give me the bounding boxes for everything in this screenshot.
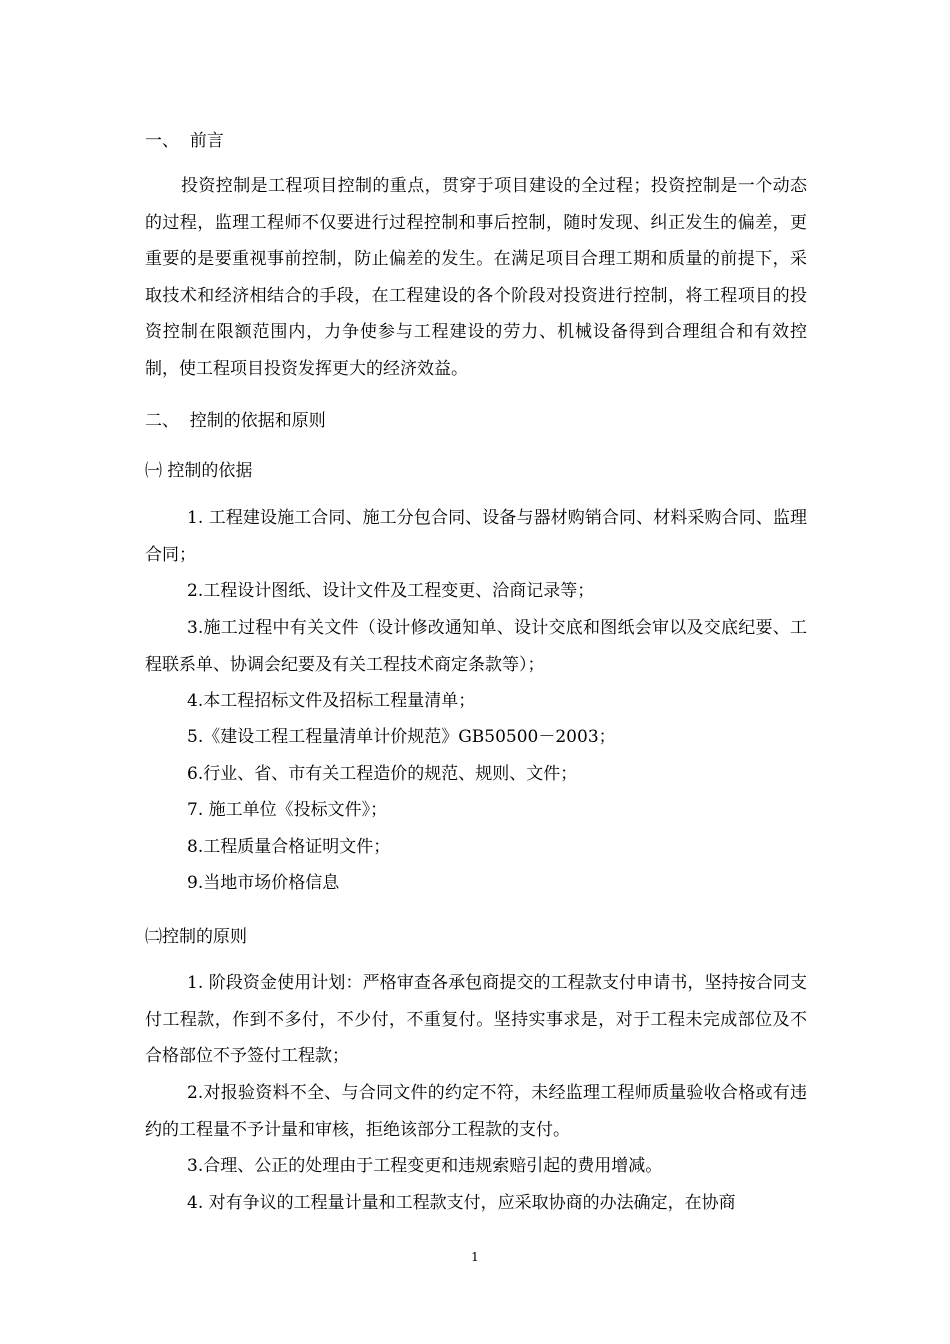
basis-item: 9.当地市场价格信息 (187, 873, 340, 893)
principle-item: 1. 阶段资金使用计划：严格审查各承包商提交的工程款支付申请书，坚持按合同支付工程款，作到不多付，不少付，不重复付。坚持实事求是，对于工程未完成部位及不合格部位不予签付工程款； (145, 973, 807, 1066)
principle-item: 3.合理、公正的处理由于工程变更和违规索赔引起的费用增减。 (187, 1156, 663, 1176)
basis-item: 4.本工程招标文件及招标工程量清单； (187, 691, 476, 711)
basis-item: 6.行业、省、市有关工程造价的规范、规则、文件； (187, 764, 578, 784)
page-number: 1 (471, 1250, 479, 1264)
principle-item: 4. 对有争议的工程量计量和工程款支付，应采取协商的办法确定，在协商 (187, 1193, 736, 1213)
basis-item: 1. 工程建设施工合同、施工分包合同、设备与器材购销合同、材料采购合同、监理合同； (145, 508, 807, 565)
basis-item: 2.工程设计图纸、设计文件及工程变更、洽商记录等； (187, 581, 595, 601)
subsection-heading-basis: ㈠ 控制的依据 (145, 461, 253, 481)
principle-item: 2.对报验资料不全、与合同文件的约定不符，未经监理工程师质量验收合格或有违约的工程量不予计量和审核，拒绝该部分工程款的支付。 (145, 1083, 807, 1140)
basis-item: 3.施工过程中有关文件（设计修改通知单、设计交底和图纸会审以及交底纪要、工程联系单、协调会纪要及有关工程技术商定条款等）； (145, 618, 807, 675)
preface-paragraph: 投资控制是工程项目控制的重点，贯穿于项目建设的全过程；投资控制是一个动态的过程，监理工程师不仅要进行过程控制和事后控制，随时发现、纠正发生的偏差，更重要的是要重视事前控制，防止偏差的发生。在满足项目合理工期和质量的前提下，采取技术和经济相结合的手段，在工程建设的各个阶段对投资进行控制，将工程项目的投资控制在限额范围内，力争使参与工程建设的劳力、机械设备得到合理组合和有效控制，使工程项目投资发挥更大的经济效益。 (145, 176, 807, 379)
subsection-heading-principles: ㈡控制的原则 (145, 927, 247, 947)
section-heading-basis-principles: 二、 控制的依据和原则 (145, 411, 326, 431)
section-heading-preface: 一、 前言 (145, 131, 224, 151)
basis-item: 8.工程质量合格证明文件； (187, 837, 391, 857)
basis-item: 7. 施工单位《投标文件》； (187, 800, 388, 820)
basis-item: 5.《建设工程工程量清单计价规范》GB50500－2003； (187, 727, 616, 747)
